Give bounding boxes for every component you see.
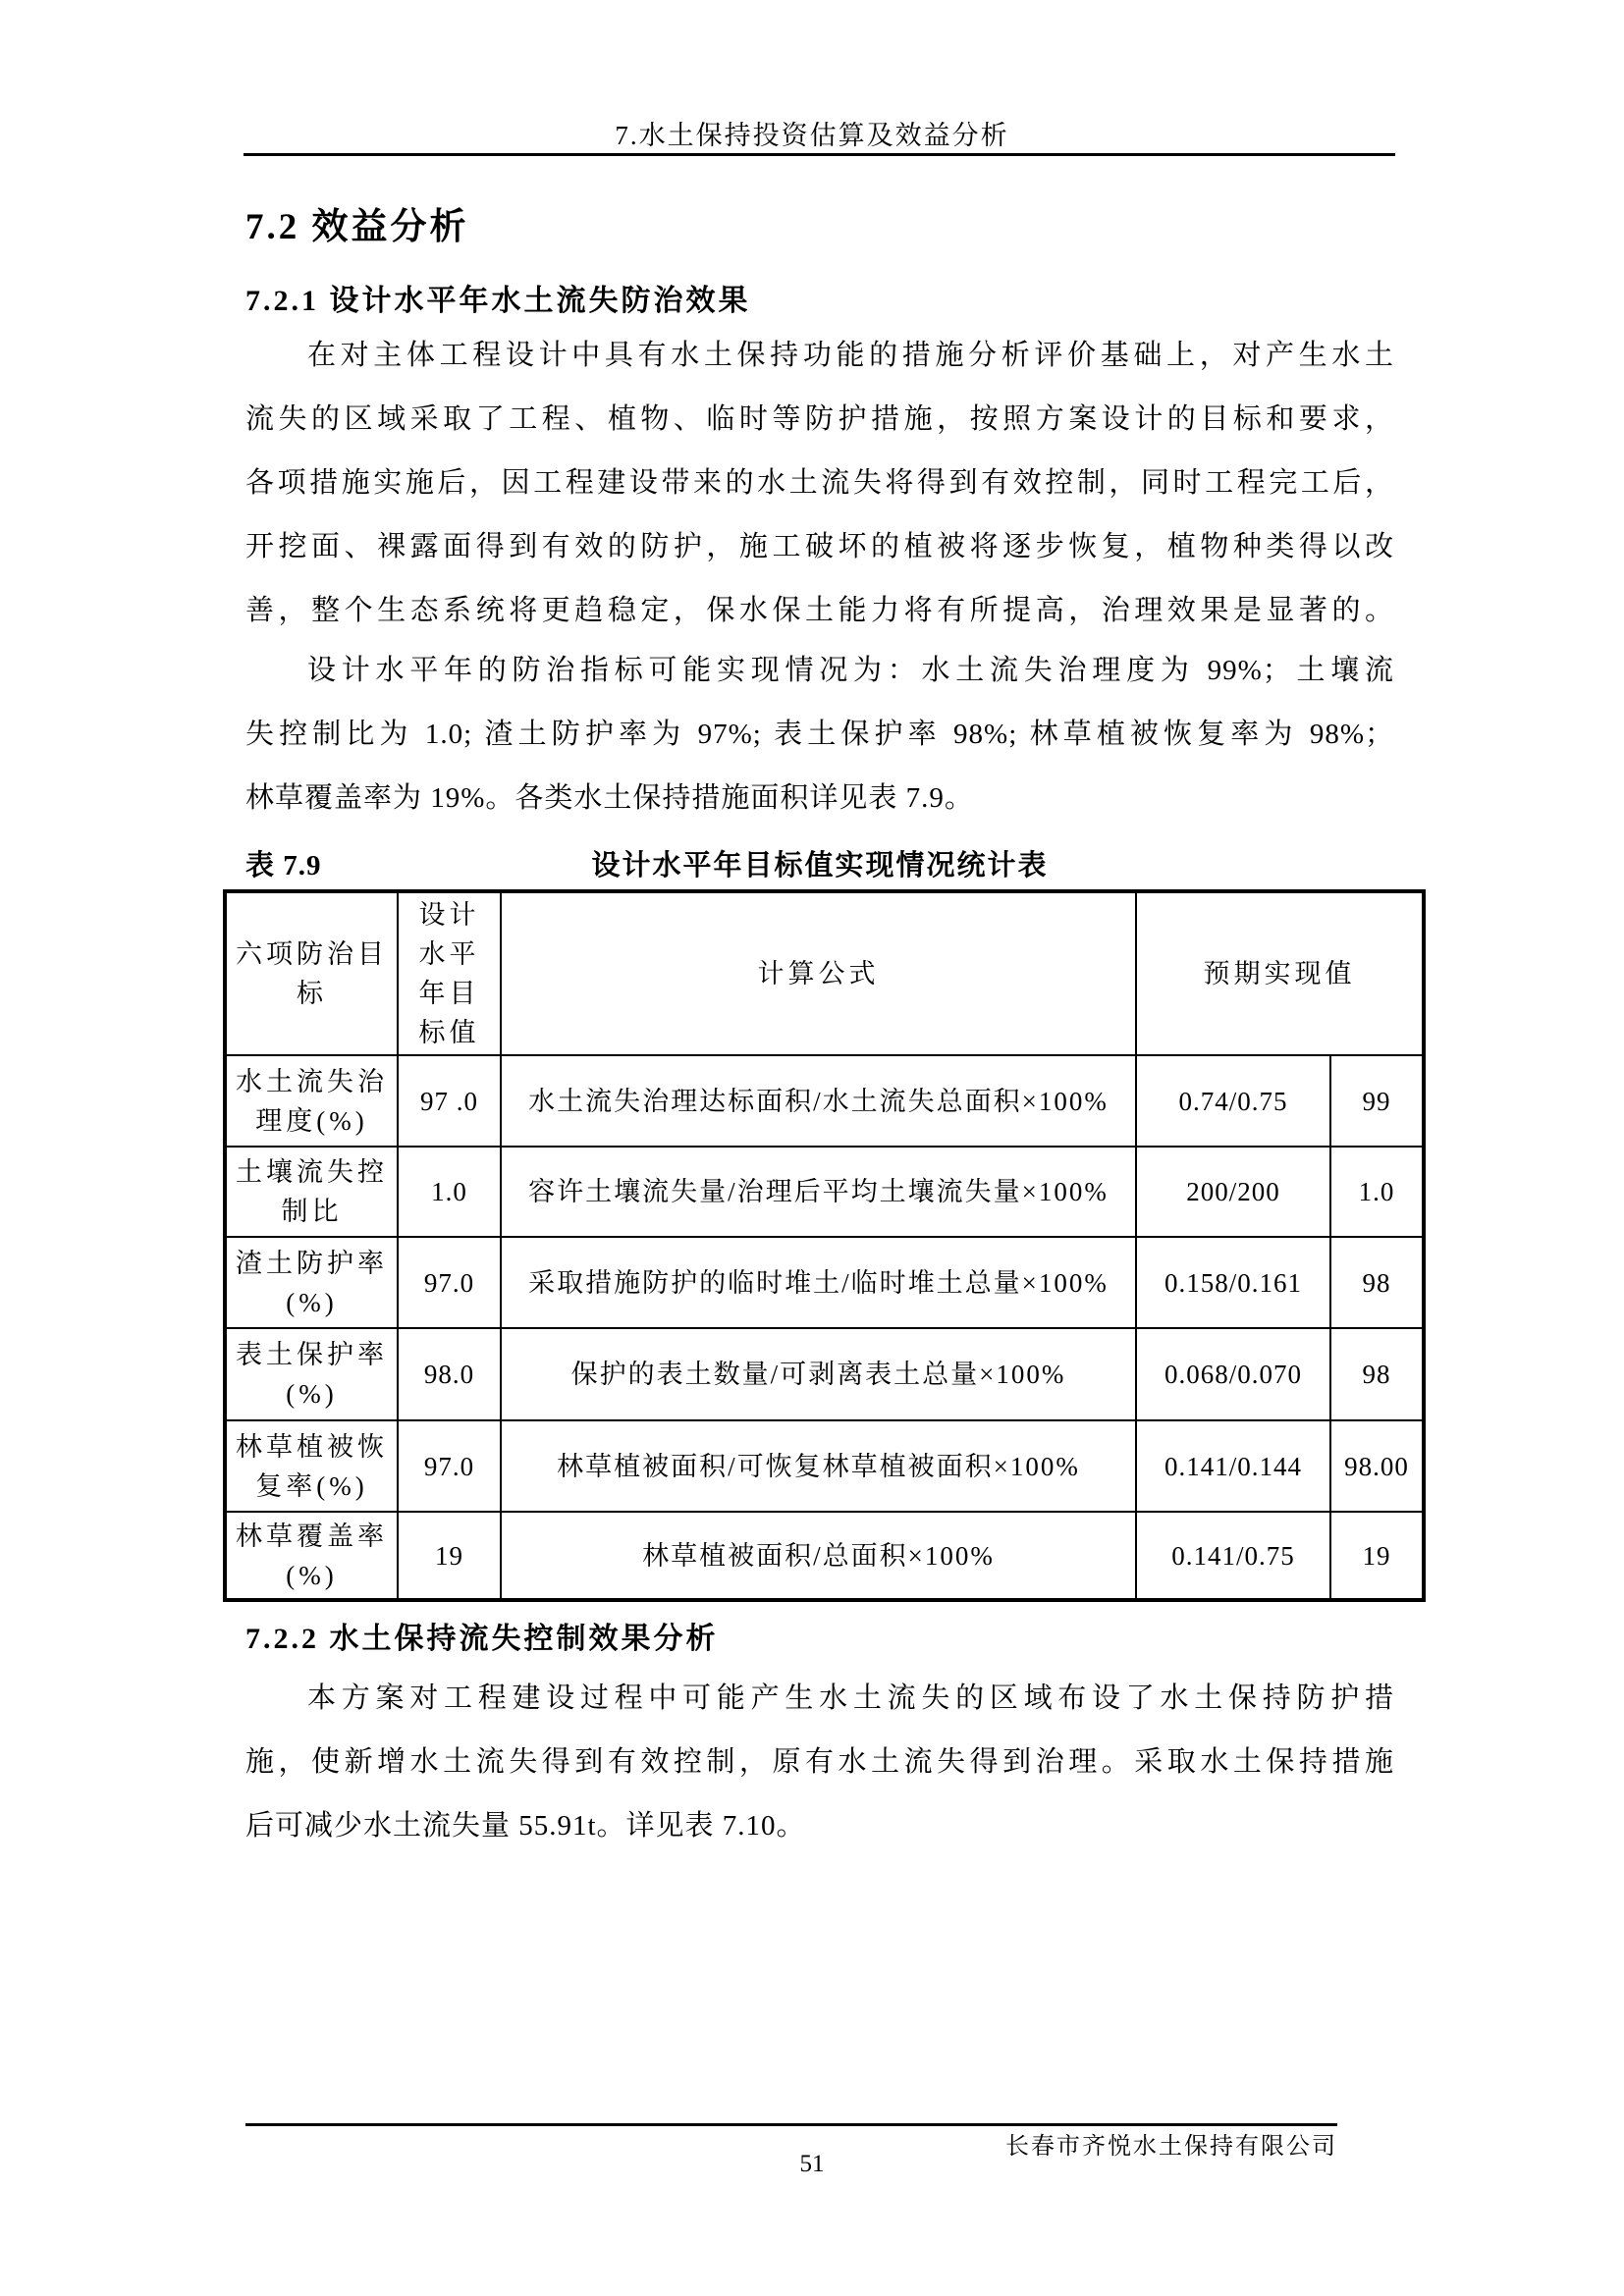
- cell-achieved: 98: [1330, 1328, 1424, 1420]
- header-cell-expected: 预期实现值: [1136, 891, 1424, 1055]
- table-caption-title: 设计水平年目标值实现情况统计表: [591, 850, 1049, 881]
- cell-achieved: 98.00: [1330, 1420, 1424, 1512]
- paragraph-line: 后可减少水土流失量 55.91t。详见表 7.10。: [245, 1810, 806, 1842]
- cell-expected: 0.158/0.161: [1136, 1237, 1330, 1328]
- header-cell-goal: 六项防治目标: [225, 891, 398, 1055]
- footer-rule: [245, 2123, 1337, 2126]
- paragraph-3: [245, 1667, 1394, 1858]
- header-cell-target: 设计水平年目标值: [398, 891, 501, 1055]
- subsection-heading-7-2-1: 7.2.1 设计水平年水土流失防治效果: [245, 285, 751, 317]
- paragraph-line: 林草覆盖率为 19%。各类水土保持措施面积详见表 7.9。: [245, 782, 974, 814]
- cell-achieved: 99: [1330, 1055, 1424, 1147]
- cell-formula: 林草植被面积/可恢复林草植被面积×100%: [501, 1420, 1136, 1512]
- cell-goal: 表土保护率(%): [225, 1328, 398, 1420]
- table-row: [225, 1420, 1424, 1512]
- cell-expected: 0.068/0.070: [1136, 1328, 1330, 1420]
- paragraph-line: 善，整个生态系统将更趋稳定，保水保土能力将有所提高，治理效果是显著的。: [245, 595, 1394, 626]
- running-header-title: 7.水土保持投资估算及效益分析: [615, 121, 1009, 150]
- table-header-row: [225, 891, 1424, 1055]
- footer-company-name: 长春市齐悦水土保持有限公司: [1005, 2134, 1337, 2160]
- cell-expected: 0.141/0.75: [1136, 1512, 1330, 1600]
- paragraph-line: 开挖面、裸露面得到有效的防护，施工破坏的植被将逐步恢复，植物种类得以改: [245, 531, 1394, 562]
- paragraph-line: 各项措施实施后，因工程建设带来的水土流失将得到有效控制，同时工程完工后，: [245, 467, 1394, 499]
- cell-target: 19: [398, 1512, 501, 1600]
- paragraph-line: 设计水平年的防治指标可能实现情况为：水土流失治理度为 99%；土壤流: [307, 655, 1394, 686]
- table-row: [225, 1147, 1424, 1237]
- paragraph-line: 失控制比为 1.0; 渣土防护率为 97%; 表土保护率 98%; 林草植被恢复率为 98%；: [245, 719, 1394, 750]
- cell-target: 97.0: [398, 1420, 501, 1512]
- paragraph-line: 施，使新增水土流失得到有效控制，原有水土流失得到治理。采取水土保持措施: [245, 1746, 1394, 1778]
- cell-goal: 林草植被恢复率(%): [225, 1420, 398, 1512]
- cell-formula: 水土流失治理达标面积/水土流失总面积×100%: [501, 1055, 1136, 1147]
- table-row: [225, 1328, 1424, 1420]
- cell-formula: 容许土壤流失量/治理后平均土壤流失量×100%: [501, 1147, 1136, 1237]
- table-row: [225, 1237, 1424, 1328]
- cell-goal: 土壤流失控制比: [225, 1147, 398, 1237]
- cell-formula: 保护的表土数量/可剥离表土总量×100%: [501, 1328, 1136, 1420]
- cell-target: 97 .0: [398, 1055, 501, 1147]
- paragraph-line: 在对主体工程设计中具有水土保持功能的措施分析评价基础上，对产生水土: [307, 340, 1394, 371]
- table-caption-label: 表 7.9: [245, 850, 322, 881]
- header-cell-formula: 计算公式: [501, 891, 1136, 1055]
- header-rule: [244, 153, 1395, 156]
- cell-target: 98.0: [398, 1328, 501, 1420]
- cell-achieved: 19: [1330, 1512, 1424, 1600]
- target-achievement-table: [223, 889, 1426, 1602]
- cell-goal: 渣土防护率(%): [225, 1237, 398, 1328]
- section-heading-7-2: 7.2 效益分析: [245, 207, 469, 247]
- cell-expected: 200/200: [1136, 1147, 1330, 1237]
- cell-goal: 水土流失治理度(%): [225, 1055, 398, 1147]
- cell-achieved: 1.0: [1330, 1147, 1424, 1237]
- cell-target: 1.0: [398, 1147, 501, 1237]
- page-number: 51: [799, 2151, 825, 2177]
- subsection-heading-7-2-2: 7.2.2 水土保持流失控制效果分析: [245, 1623, 719, 1655]
- paragraph-line: 本方案对工程建设过程中可能产生水土流失的区域布设了水土保持防护措: [307, 1682, 1394, 1714]
- table-caption: [245, 844, 1394, 887]
- cell-formula: 林草植被面积/总面积×100%: [501, 1512, 1136, 1600]
- cell-expected: 0.141/0.144: [1136, 1420, 1330, 1512]
- paragraph-2: [245, 639, 1394, 830]
- cell-goal: 林草覆盖率(%): [225, 1512, 398, 1600]
- cell-achieved: 98: [1330, 1237, 1424, 1328]
- cell-formula: 采取措施防护的临时堆土/临时堆土总量×100%: [501, 1237, 1136, 1328]
- cell-target: 97.0: [398, 1237, 501, 1328]
- paragraph-line: 流失的区域采取了工程、植物、临时等防护措施，按照方案设计的目标和要求，: [245, 403, 1394, 435]
- table-row: [225, 1512, 1424, 1600]
- cell-expected: 0.74/0.75: [1136, 1055, 1330, 1147]
- table-row: [225, 1055, 1424, 1147]
- paragraph-1: [245, 324, 1394, 643]
